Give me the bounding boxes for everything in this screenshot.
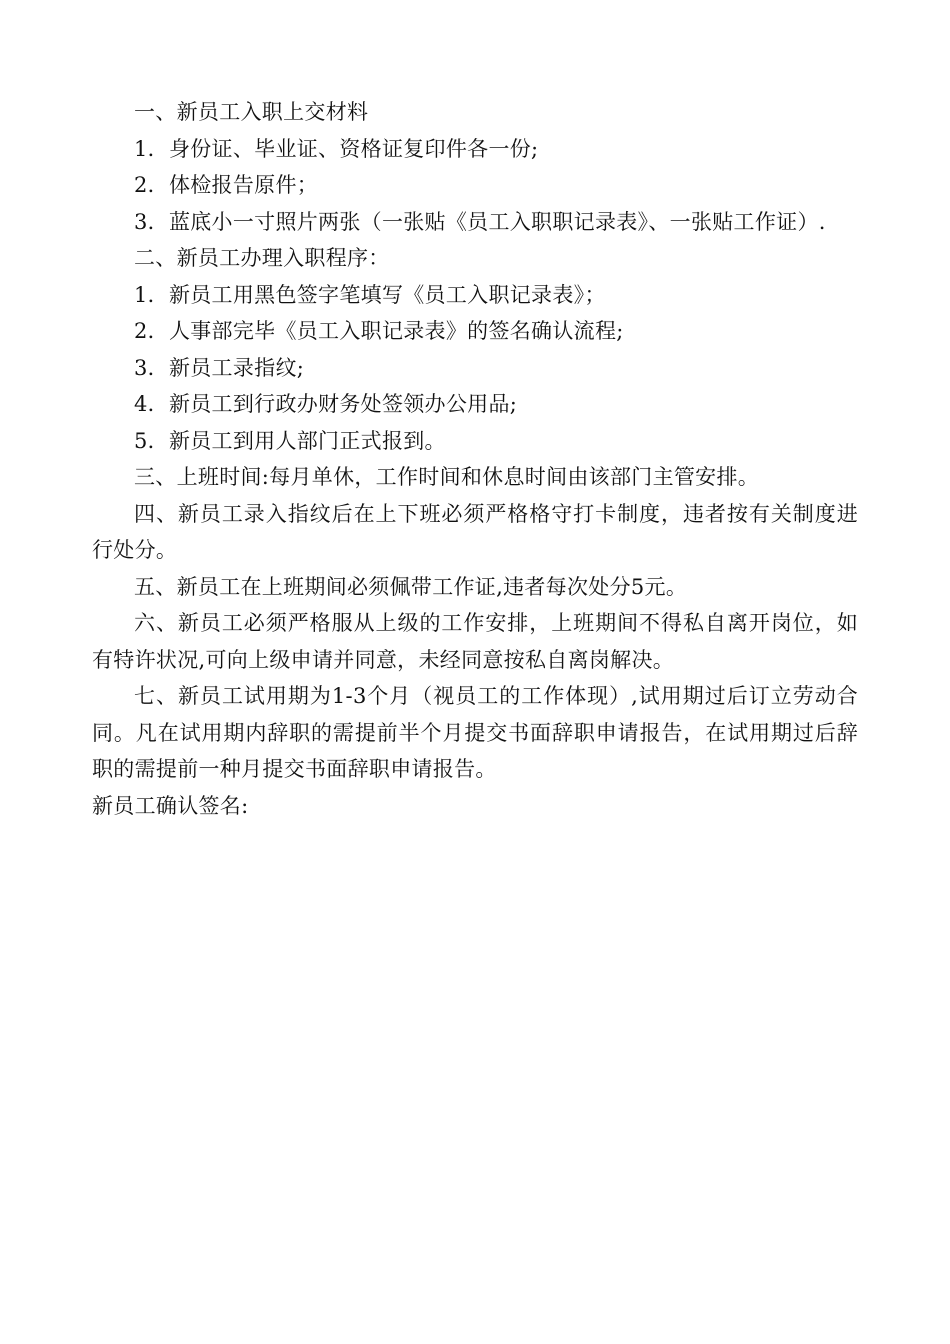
- list-item-hr-confirm: 2．人事部完毕《员工入职记录表》的签名确认流程;: [134, 319, 624, 343]
- list-item-office-supplies: 4．新员工到行政办财务处签领办公用品;: [134, 392, 518, 416]
- list-item-medical-report: 2．体检报告原件；: [134, 173, 319, 197]
- list-item-id-documents: 1．身份证、毕业证、资格证复印件各一份;: [134, 136, 539, 161]
- signature-label: 新员工确认签名:: [92, 793, 249, 818]
- rule-work-badge: 五、新员工在上班期间必须佩带工作证,违者每次处分5元。: [134, 574, 688, 599]
- list-item-fill-form: 1．新员工用黑色签字笔填写《员工入职记录表》；: [134, 282, 606, 307]
- list-item-fingerprint: 3．新员工录指纹;: [134, 355, 305, 380]
- rule-obey-arrangement: 六、新员工必须严格服从上级的工作安排，上班期间不得私自离开岗位，如有特许状况,可向上级申请并同意，未经同意按私自离岗解决。: [92, 611, 858, 672]
- list-item-photos: 3．蓝底小一寸照片两张（一张贴《员工入职职记录表》、一张贴工作证）.: [134, 209, 826, 234]
- section-heading-procedure: 二、新员工办理入职程序：: [134, 246, 390, 270]
- section-heading-materials: 一、新员工入职上交材料: [134, 100, 369, 124]
- rule-attendance: 四、新员工录入指纹后在上下班必须严格格守打卡制度，违者按有关制度进行处分。: [92, 501, 858, 562]
- list-item-report-department: 5．新员工到用人部门正式报到。: [134, 428, 446, 453]
- rule-probation: 七、新员工试用期为1-3个月（视员工的工作体现）,试用期过后订立劳动合同。凡在试用期内辞职的需提前半个月提交书面辞职申请报告，在试用期过后辞职的需提前一种月提交书面辞职申请报告。: [92, 684, 858, 781]
- document-body: [92, 94, 858, 824]
- rule-working-hours: 三、上班时间:每月单休，工作时间和休息时间由该部门主管安排。: [134, 465, 760, 489]
